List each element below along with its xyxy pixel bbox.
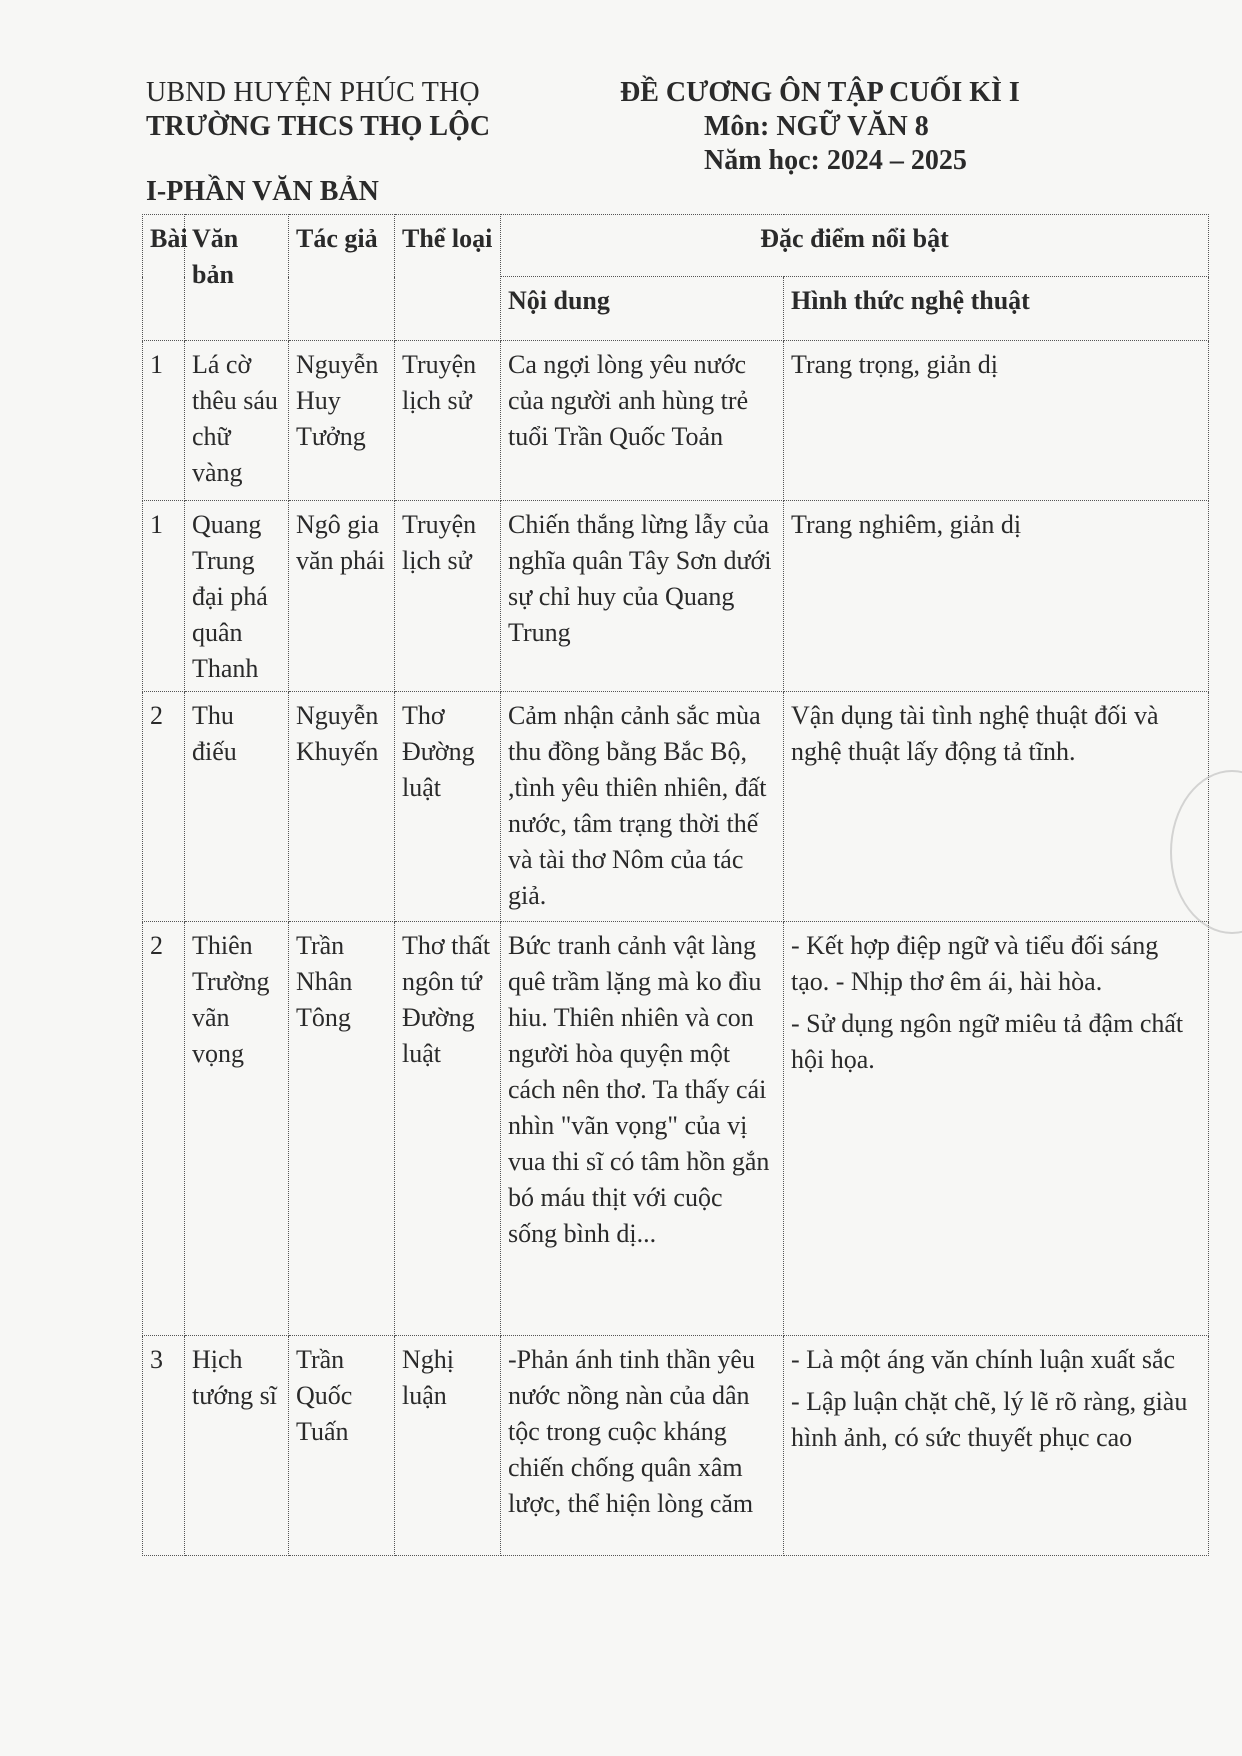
nghe-thuat-line: Trang trọng, giản dị [791, 350, 999, 379]
cell-van-ban: Quang Trung đại phá quân Thanh [185, 501, 289, 692]
nghe-thuat-line: Trang nghiêm, giản dị [791, 510, 1022, 539]
cell-tac-gia: Trần Quốc Tuấn [289, 1336, 395, 1556]
table-row [143, 692, 1209, 922]
cell-tac-gia: Nguyễn Huy Tưởng [289, 341, 395, 501]
cell-nghe-thuat [784, 1336, 1209, 1556]
cell-van-ban: Thiên Trường vãn vọng [185, 922, 289, 1336]
header-right [620, 76, 1020, 178]
org-name: UBND HUYỆN PHÚC THỌ [146, 77, 480, 108]
header-dac-diem: Đặc điểm nổi bật [501, 215, 1209, 277]
cell-tac-gia: Ngô gia văn phái [289, 501, 395, 692]
cell-van-ban: Lá cờ thêu sáu chữ vàng [185, 341, 289, 501]
table-row [143, 1336, 1209, 1556]
cell-noi-dung: Bức tranh cảnh vật làng quê trầm lặng mà ko đìu hiu. Thiên nhiên và con người hòa quyện một cách nên thơ. Ta thấy cái nhìn "vãn vọng" của vị vua thi sĩ có tâm hồn gắn bó máu thịt với cuộc sống bình dị... [501, 922, 784, 1336]
cell-noi-dung: -Phản ánh tinh thần yêu nước nồng nàn của dân tộc trong cuộc kháng chiến chống quân xâm lược, thể hiện lòng căm [501, 1336, 784, 1556]
table-row [143, 341, 1209, 501]
cell-nghe-thuat [784, 501, 1209, 692]
cell-noi-dung: Cảm nhận cảnh sắc mùa thu đồng bằng Bắc Bộ, ,tình yêu thiên nhiên, đất nước, tâm trạng thời thế và tài thơ Nôm của tác giả. [501, 692, 784, 922]
cell-van-ban: Thu điếu [185, 692, 289, 922]
cell-bai: 1 [143, 501, 185, 692]
cell-tac-gia: Nguyễn Khuyến [289, 692, 395, 922]
section-title: I-PHẦN VĂN BẢN [146, 176, 379, 207]
header-left [146, 76, 490, 144]
school-year: Năm học: 2024 – 2025 [704, 145, 967, 176]
cell-bai: 2 [143, 922, 185, 1336]
cell-the-loai: Thơ Đường luật [395, 692, 501, 922]
cell-nghe-thuat [784, 692, 1209, 922]
header-tac-gia: Tác giả [289, 215, 395, 341]
document-title: ĐỀ CƯƠNG ÔN TẬP CUỐI KÌ I [620, 77, 1020, 108]
nghe-thuat-line: Vận dụng tài tình nghệ thuật đối và nghệ thuật lấy động tả tĩnh. [791, 701, 1159, 766]
school-name: TRƯỜNG THCS THỌ LỘC [146, 111, 491, 142]
cell-bai: 1 [143, 341, 185, 501]
cell-the-loai: Truyện lịch sử [395, 501, 501, 692]
cell-the-loai: Truyện lịch sử [395, 341, 501, 501]
header-the-loai: Thể loại [395, 215, 501, 341]
cell-nghe-thuat [784, 341, 1209, 501]
header-van-ban: Văn bản [185, 215, 289, 341]
cell-noi-dung: Chiến thắng lừng lẫy của nghĩa quân Tây Sơn dưới sự chỉ huy của Quang Trung [501, 501, 784, 692]
cell-van-ban: Hịch tướng sĩ [185, 1336, 289, 1556]
table-row [143, 501, 1209, 692]
cell-the-loai: Thơ thất ngôn tứ Đường luật [395, 922, 501, 1336]
cell-nghe-thuat [784, 922, 1209, 1336]
cell-tac-gia: Trần Nhân Tông [289, 922, 395, 1336]
header-noi-dung: Nội dung [501, 277, 784, 341]
header-nghe-thuat: Hình thức nghệ thuật [784, 277, 1209, 341]
cell-bai: 3 [143, 1336, 185, 1556]
nghe-thuat-line: - Kết hợp điệp ngữ và tiểu đối sáng tạo. - Nhịp thơ êm ái, hài hòa. [791, 931, 1159, 996]
header-bai: Bài [143, 215, 185, 341]
text-summary-table [142, 214, 1209, 1556]
subject: Môn: NGỮ VĂN 8 [704, 111, 929, 142]
nghe-thuat-line: - Lập luận chặt chẽ, lý lẽ rõ ràng, giàu hình ảnh, có sức thuyết phục cao [791, 1387, 1188, 1452]
table-row [143, 922, 1209, 1336]
nghe-thuat-line: - Sử dụng ngôn ngữ miêu tả đậm chất hội họa. [791, 1009, 1184, 1074]
nghe-thuat-line: - Là một áng văn chính luận xuất sắc [791, 1345, 1176, 1374]
cell-bai: 2 [143, 692, 185, 922]
cell-noi-dung: Ca ngợi lòng yêu nước của người anh hùng trẻ tuổi Trần Quốc Toản [501, 341, 784, 501]
cell-the-loai: Nghị luận [395, 1336, 501, 1556]
